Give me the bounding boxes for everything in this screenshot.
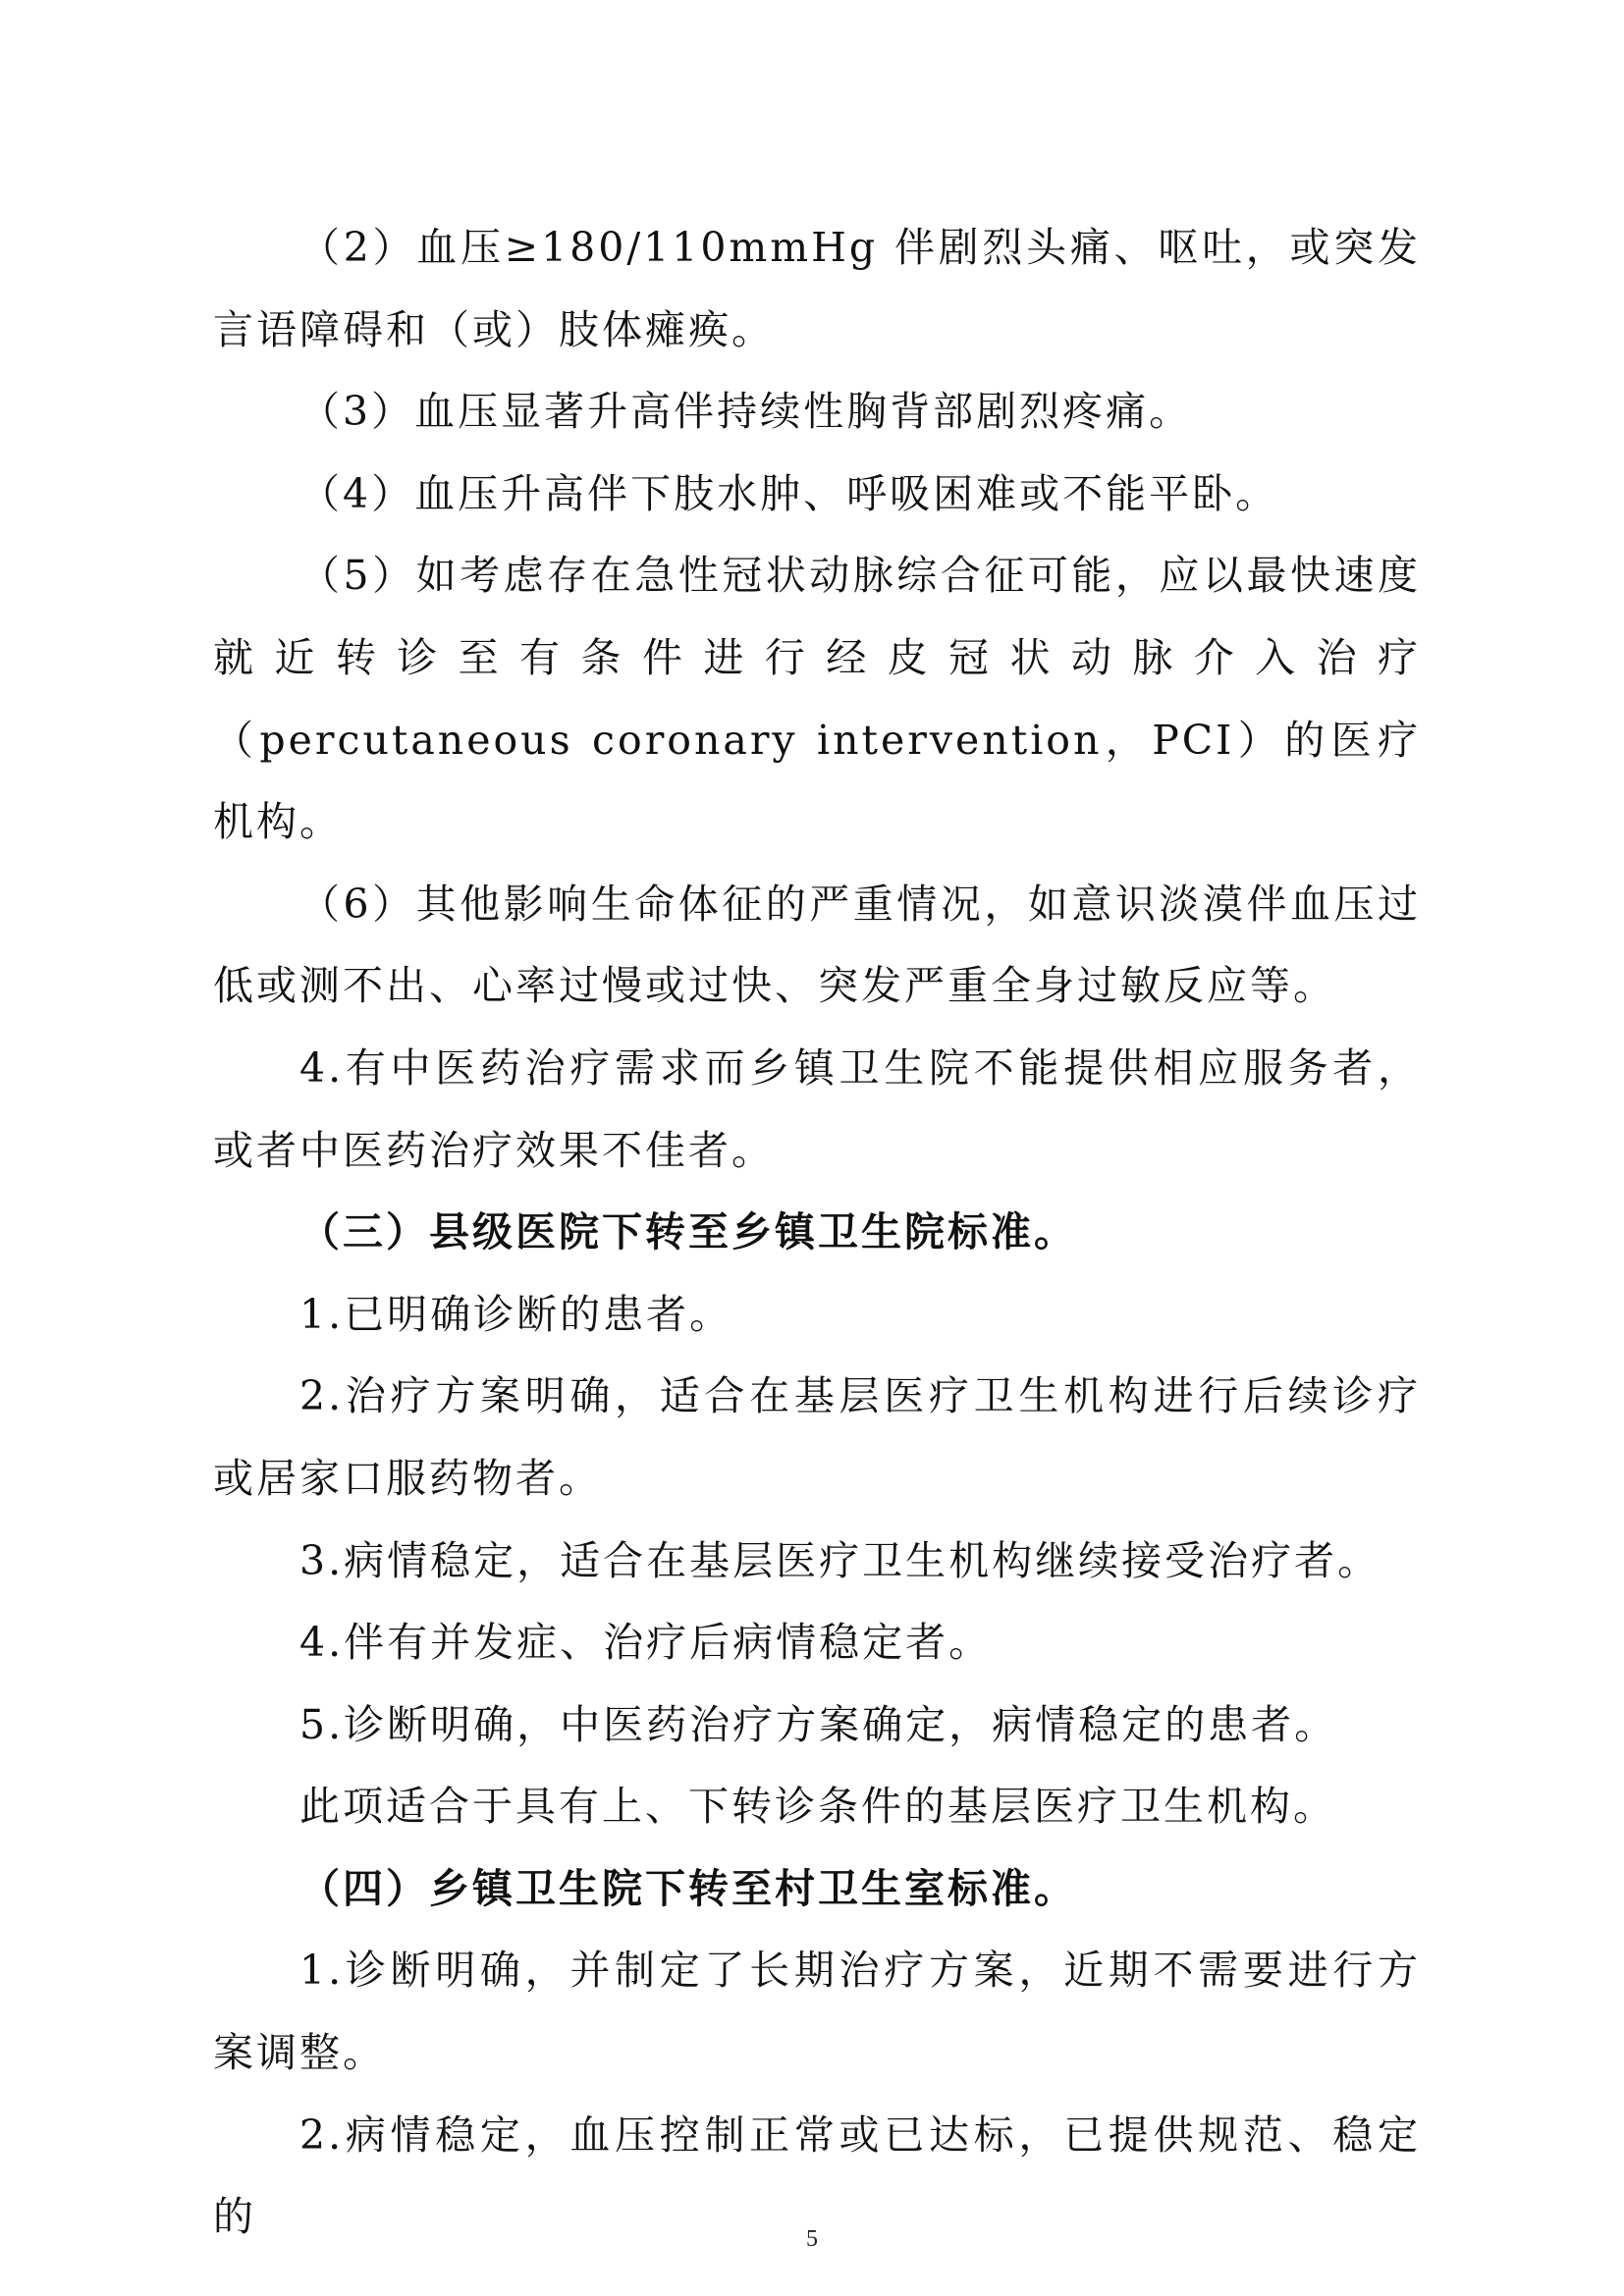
paragraph-item-3: （3）血压显著升高伴持续性胸背部剧烈疼痛。 (299, 388, 1193, 436)
section-heading-4: （四）乡镇卫生院下转至村卫生室标准。 (299, 1864, 1077, 1912)
paragraph-note: 此项适合于具有上、下转诊条件的基层医疗卫生机构。 (299, 1783, 1336, 1831)
paragraph-criteria-2: 2.治疗方案明确，适合在基层医疗卫生机构进行后续诊疗或居家口服药物者。 (213, 1372, 1421, 1502)
paragraph-criteria-5: 5.诊断明确，中医药治疗方案确定，病情稳定的患者。 (299, 1700, 1338, 1748)
page-number: 5 (806, 2226, 818, 2252)
paragraph-item-2: （2）血压≥180/110mmHg 伴剧烈头痛、呕吐，或突发言语障碍和（或）肢体瘫痪。 (213, 224, 1421, 353)
paragraph-tcm-referral: 4.有中医药治疗需求而乡镇卫生院不能提供相应服务者，或者中医药治疗效果不佳者。 (213, 1043, 1421, 1174)
paragraph-village-2: 2.病情稳定，血压控制正常或已达标，已提供规范、稳定的 (213, 2110, 1421, 2241)
document-body (213, 207, 1421, 2259)
paragraph-village-1: 1.诊断明确，并制定了长期治疗方案，近期不需要进行方案调整。 (213, 1947, 1421, 2077)
paragraph-item-5: （5）如考虑存在急性冠状动脉综合征可能，应以最快速度就近转诊至有条件进行经皮冠状动脉介入治疗（percutaneous coronary intervention，PCI）的医疗机构。 (213, 552, 1421, 846)
paragraph-item-6: （6）其他影响生命体征的严重情况，如意识淡漠伴血压过低或测不出、心率过慢或过快、突发严重全身过敏反应等。 (213, 880, 1421, 1010)
paragraph-criteria-1: 1.已明确诊断的患者。 (299, 1290, 733, 1338)
section-heading-3: （三）县级医院下转至乡镇卫生院标准。 (299, 1208, 1077, 1256)
paragraph-criteria-4: 4.伴有并发症、治疗后病情稳定者。 (299, 1619, 993, 1667)
paragraph-item-4: （4）血压升高伴下肢水肿、呼吸困难或不能平卧。 (299, 469, 1279, 517)
paragraph-criteria-3: 3.病情稳定，适合在基层医疗卫生机构继续接受治疗者。 (299, 1536, 1381, 1584)
